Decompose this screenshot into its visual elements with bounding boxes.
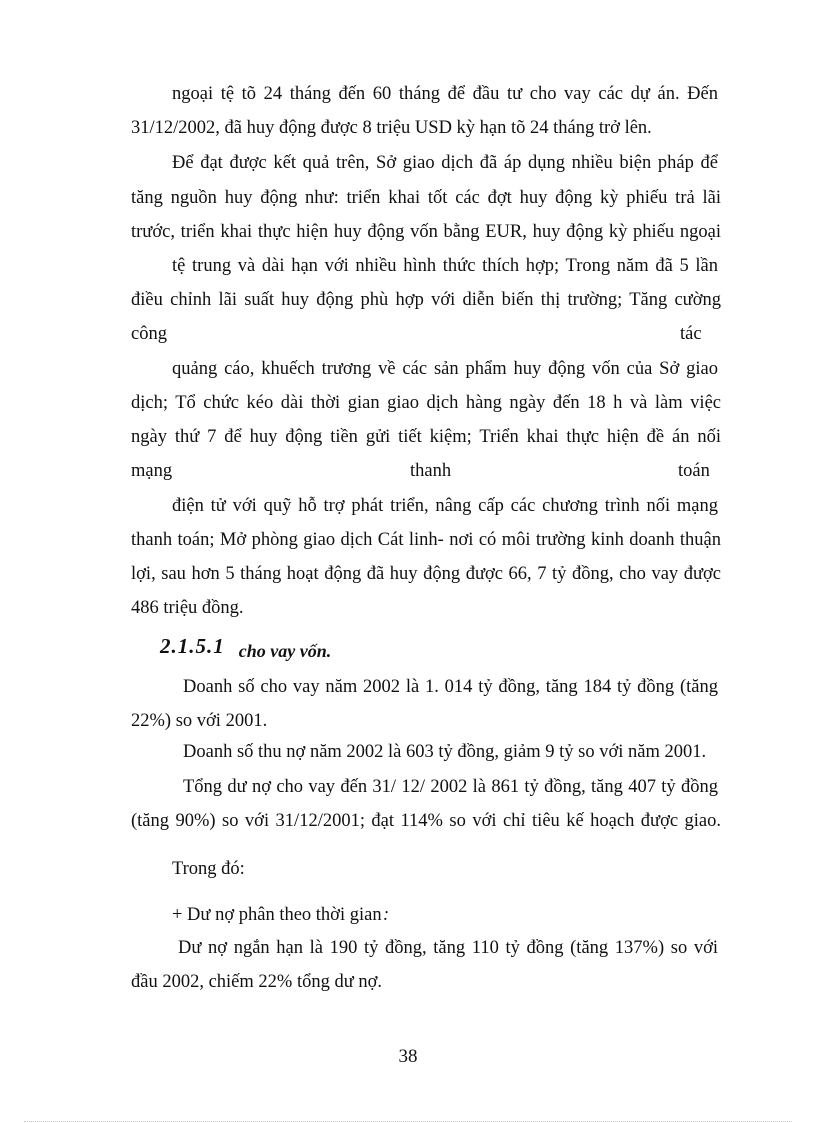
text-line: tệ trung và dài hạn với nhiều hình thức thích hợp; Trong năm đã 5 lần — [172, 256, 718, 276]
text-line: 486 triệu đồng. — [131, 598, 244, 618]
section-title: cho vay vốn. — [238, 641, 332, 661]
text-line: ngày thứ 7 để huy động tiền gửi tiết kiệm; Triển khai thực hiện đề án nối — [131, 427, 721, 447]
text-line: đầu 2002, chiếm 22% tổng dư nợ. — [131, 972, 383, 992]
section-number: 2.1.5.1 — [160, 634, 225, 658]
text-line: tác — [680, 324, 702, 344]
text-line: toán — [678, 461, 710, 481]
text-line: tăng nguồn huy động như: triển khai tốt các đợt huy động kỳ phiếu trả lãi — [131, 188, 721, 208]
page-number: 38 — [398, 1046, 418, 1067]
text-line: điện tử với quỹ hỗ trợ phát triển, nâng cấp các chương trình nối mạng — [172, 496, 718, 516]
text-line: Trong đó: — [172, 859, 245, 879]
text-line: 31/12/2002, đã huy động được 8 triệu USD kỳ hạn tõ 24 tháng trở lên. — [131, 118, 652, 138]
text-line: trước, triển khai thực hiện huy động vốn bằng EUR, huy động kỳ phiếu ngoại — [131, 222, 721, 242]
page-border — [24, 1121, 792, 1122]
text-line: (tăng 90%) so với 31/12/2001; đạt 114% so với chỉ tiêu kế hoạch được giao. — [131, 811, 721, 831]
text-line: Doanh số thu nợ năm 2002 là 603 tỷ đồng, giảm 9 tỷ so với năm 2001. — [183, 742, 707, 762]
text-line: : — [383, 905, 390, 925]
text-line: thanh toán; Mở phòng giao dịch Cát linh- nơi có môi trường kinh doanh thuận — [131, 530, 721, 550]
text-line: thanh — [410, 461, 452, 481]
text-line: 22%) so với 2001. — [131, 711, 268, 731]
text-line: Dư nợ ngắn hạn là 190 tỷ đồng, tăng 110 tỷ đồng (tăng 137%) so với — [178, 938, 718, 958]
text-line: điều chỉnh lãi suất huy động phù hợp với diễn biến thị trường; Tăng cường — [131, 290, 721, 310]
text-line: Để đạt được kết quả trên, Sở giao dịch đã áp dụng nhiều biện pháp để — [172, 153, 718, 173]
section-heading — [160, 632, 331, 661]
text-line: lợi, sau hơn 5 tháng hoạt động đã huy động được 66, 7 tỷ đồng, cho vay được — [131, 564, 721, 584]
text-line: ngoại tệ tõ 24 tháng đến 60 tháng để đầu tư cho vay các dự án. Đến — [172, 84, 718, 104]
text-line: dịch; Tổ chức kéo dài thời gian giao dịch hàng ngày đến 18 h và làm việc — [131, 393, 721, 413]
text-line: quảng cáo, khuếch trương về các sản phẩm huy động vốn của Sở giao — [172, 359, 718, 379]
text-line: Doanh số cho vay năm 2002 là 1. 014 tỷ đồng, tăng 184 tỷ đồng (tăng — [183, 677, 718, 697]
text-line: công — [131, 324, 167, 344]
text-line: + Dư nợ phân theo thời gian — [172, 905, 382, 925]
text-line: mạng — [131, 461, 173, 481]
text-line: Tổng dư nợ cho vay đến 31/ 12/ 2002 là 861 tỷ đồng, tăng 407 tỷ đồng — [183, 777, 718, 797]
